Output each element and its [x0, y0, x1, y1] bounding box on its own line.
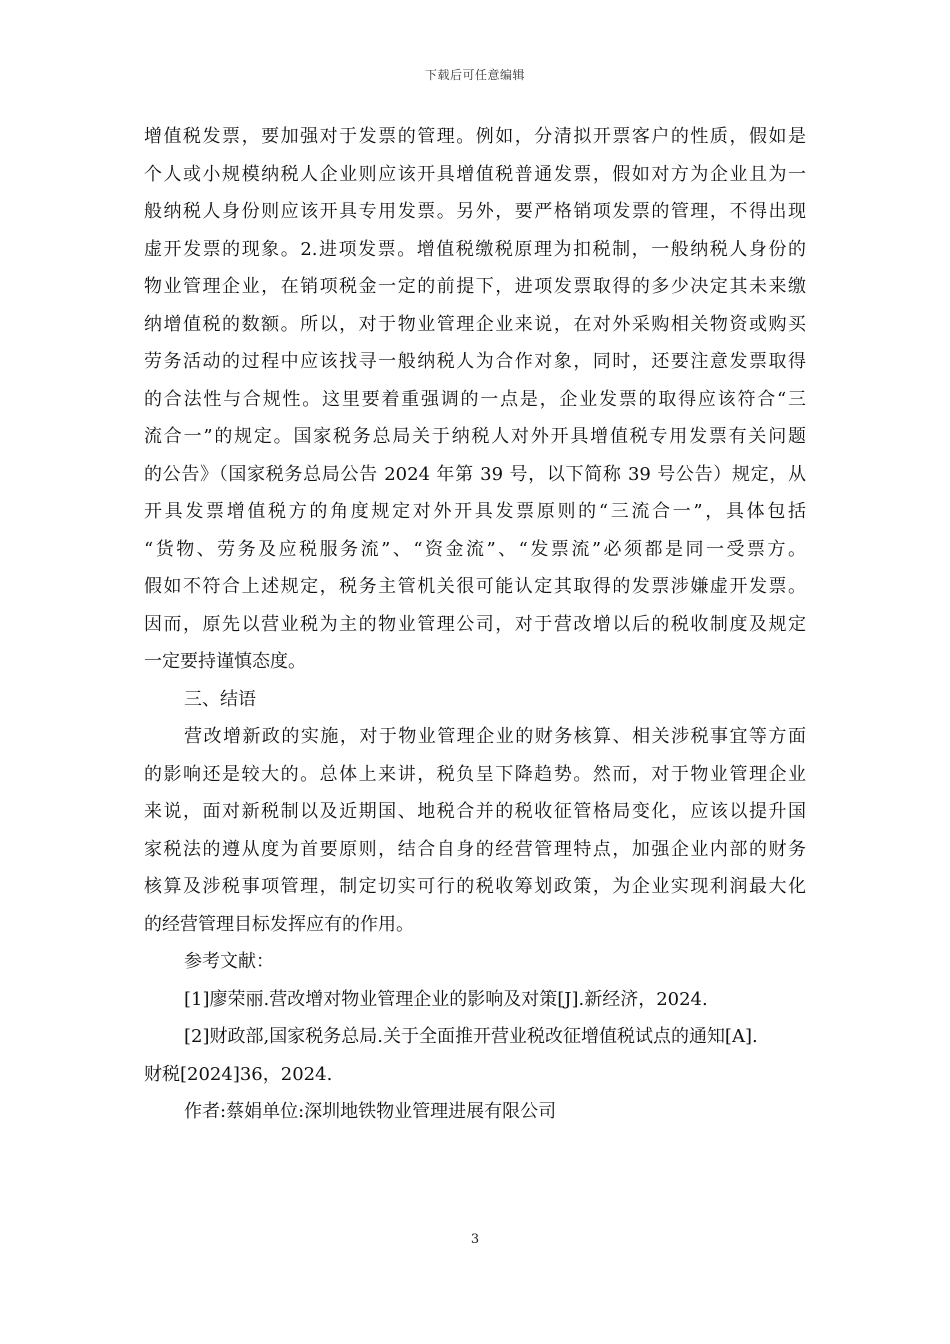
- body-line: 物业管理企业，在销项税金一定的前提下，进项发票取得的多少决定其未来缴: [144, 276, 806, 297]
- body-line: 流合一”的规定。国家税务总局关于纳税人对外开具增值税专用发票有关问题: [144, 426, 806, 447]
- conclusion-line: 的经营管理目标发挥应有的作用。: [144, 913, 414, 935]
- conclusion-line: 营改增新政的实施，对于物业管理企业的财务核算、相关涉税事宜等方面: [184, 726, 806, 747]
- page-number: 3: [470, 1232, 480, 1247]
- body-line: 的公告》（国家税务总局公告 2024 年第 39 号，以下简称 39 号公告）规定，从: [144, 463, 806, 485]
- body-line: 的合法性与合规性。这里要着重强调的一点是，企业发票的取得应该符合“三: [144, 388, 806, 410]
- body-line: 纳增值税的数额。所以，对于物业管理企业来说，在对外采购相关物资或购买: [144, 313, 806, 335]
- body-line: 开具发票增值税方的角度规定对外开具发票原则的“三流合一”，具体包括: [144, 501, 806, 522]
- body-line: 增值税发票，要加强对于发票的管理。例如，分清拟开票客户的性质，假如是: [144, 126, 806, 147]
- reference-item: [2]财政部,国家税务总局.关于全面推开营业税改征增值税试点的通知[A].: [184, 1026, 758, 1047]
- conclusion-line: 核算及涉税事项管理，制定切实可行的税收筹划政策，为企业实现利润最大化: [144, 876, 806, 897]
- body-line: 般纳税人身份则应该开具专用发票。另外，要严格销项发票的管理，不得出现: [144, 201, 806, 222]
- body-line: “货物、劳务及应税服务流”、“资金流”、“发票流”必须都是同一受票方。: [144, 538, 806, 560]
- document-body: [144, 118, 806, 1131]
- conclusion-line: 家税法的遵从度为首要原则，结合自身的经营管理特点，加强企业内部的财务: [144, 838, 806, 860]
- body-line: 虚开发票的现象。2.进项发票。增值税缴税原理为扣税制，一般纳税人身份的: [144, 238, 806, 260]
- reference-item: [1]廖荣丽.营改增对物业管理企业的影响及对策[J].新经济，2024.: [184, 988, 708, 1010]
- body-line: 劳务活动的过程中应该找寻一般纳税人为合作对象，同时，还要注意发票取得: [144, 351, 806, 372]
- page-header: 下载后可任意编辑: [424, 68, 525, 82]
- conclusion-line: 来说，面对新税制以及近期国、地税合并的税收征管格局变化，应该以提升国: [144, 801, 806, 822]
- body-line: 因而，原先以营业税为主的物业管理公司，对于营改增以后的税收制度及规定: [144, 613, 806, 635]
- reference-item-continuation: 财税[2024]36，2024.: [144, 1063, 333, 1085]
- body-line: 假如不符合上述规定，税务主管机关很可能认定其取得的发票涉嫌虚开发票。: [144, 576, 806, 597]
- body-line: 个人或小规模纳税人企业则应该开具增值税普通发票，假如对方为企业且为一: [144, 163, 806, 185]
- section-heading: 三、结语: [184, 688, 256, 710]
- author-line: 作者:蔡娟单位:深圳地铁物业管理进展有限公司: [184, 1101, 557, 1122]
- body-line: 一定要持谨慎态度。: [144, 651, 306, 672]
- references-title: 参考文献：: [184, 951, 274, 972]
- conclusion-line: 的影响还是较大的。总体上来讲，税负呈下降趋势。然而，对于物业管理企业: [144, 763, 806, 785]
